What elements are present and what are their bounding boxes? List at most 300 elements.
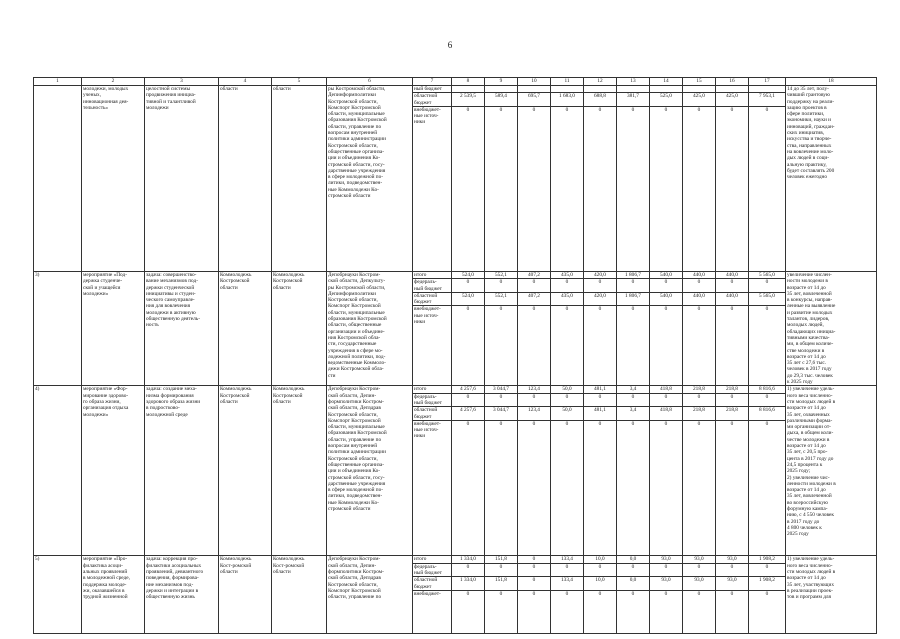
activity-task-line: общественную жизнь [146,594,195,601]
expected-result-line: возрасте от 14 до [787,443,826,450]
value [617,86,649,93]
funding-source-line: ники [414,119,426,126]
value: 0 [631,306,635,313]
activity-task-line: филактики асоциальных [146,562,202,569]
page-number: 6 [447,40,453,50]
funding-source [413,386,452,556]
value-cell [650,386,683,556]
value-spacer [618,319,648,325]
value-cell [749,272,786,386]
coordinating-agency [272,386,327,556]
value-cell [617,272,650,386]
participants-line: Костромской области, [328,297,378,304]
activity-task-line: задача: создание меха- [146,386,197,393]
expected-result-line: 35 лет, вовлеченной [787,493,832,500]
expected-result-line: возрасте от 14 до [787,575,826,582]
value: 0 [631,420,635,427]
activity-task-line: молодежи [146,104,169,111]
value-spacer [651,319,681,325]
value: 425,0 [726,93,738,100]
value: 2 539,5 [460,93,476,100]
value-spacer [618,119,648,125]
expected-result [786,272,877,386]
column-number-3: 3 [145,78,219,86]
value-spacer [651,433,681,439]
activity-task-line: держки и интеграции в [146,587,199,594]
activity-name-line: мероприятие «Под- [83,272,128,278]
value: 0 [765,106,769,113]
value [650,86,682,93]
expected-result-line: 4 800 человек к [787,524,822,531]
value: 1 806,7 [617,272,649,279]
value-spacer [683,100,715,107]
value: 0 [765,279,769,286]
value-spacer [716,100,748,107]
expected-result-line: во всероссийскую [787,499,828,506]
value: 8 816,6 [759,407,775,414]
expected-result-line: 2) увеличение чис- [787,474,830,481]
expected-result-line: возрасте от 14 до [787,284,826,291]
expected-result-line: дыха, в общем коли- [787,430,834,437]
value-spacer [518,286,550,293]
responsible-agency-line: области [220,568,238,575]
coordinating-agency-line: области [273,568,291,575]
value-spacer [716,299,748,306]
funding-source-line: ники [414,319,426,326]
expected-result-line: зацию проектов в [787,104,827,111]
value: 540,0 [650,272,682,279]
activity-name [82,86,145,272]
participants-line: ской области, Депин- [328,562,377,569]
value-spacer [716,286,748,293]
participants-line: сти, государственные [328,341,377,348]
value: 0 [631,393,635,400]
participants-line: дежи Костромской обла- [328,366,384,373]
expected-result-line: альную практику, [787,161,827,168]
participants-line: стромской области, госу- [328,474,385,481]
value: 218,8 [683,386,715,393]
value: 440,0 [716,272,748,279]
value: 0 [697,306,701,313]
value: 0 [565,563,569,570]
value-cell [551,272,584,386]
participants-line: вопросам внутренней [328,130,378,137]
coordinating-agency-line: Кост-ромской [273,562,305,569]
value: 0 [697,590,701,597]
value: 0 [598,563,602,570]
value: 0 [730,393,734,400]
value: 0 [697,106,701,113]
value: 0 [631,563,635,570]
responsible-agency [219,556,272,634]
value-spacer [749,299,785,306]
value-cell [683,556,716,634]
value: 0 [664,420,668,427]
value-spacer [584,584,616,591]
expected-result-line: дых людей в соци- [787,155,830,162]
value: 0 [598,306,602,313]
value-spacer [617,584,649,591]
value: 0 [466,306,470,313]
expected-result [786,86,877,272]
value: 0 [697,393,701,400]
participants-line: стромской области [328,505,371,512]
value-spacer [750,319,784,325]
column-number-1: 1 [34,78,82,86]
value: 3 044,7 [485,386,517,393]
participants-line: политики администрации [328,449,386,456]
column-number-15: 15 [683,78,716,86]
participants-line: лодежной политики, под- [328,353,386,360]
table-body [34,78,877,634]
value: 481,1 [584,386,616,393]
value: 93,0 [683,556,715,563]
value-spacer [453,319,483,325]
value-spacer [749,570,785,577]
value: 552,1 [485,272,517,279]
expected-result-line: будет составлять 200 [787,167,835,174]
activity-name-line: молодежи» [83,290,109,297]
value-spacer [519,433,549,439]
value-spacer [683,570,715,577]
activity-name-line: держка студенче- [83,278,123,285]
value-spacer [617,100,649,107]
expected-result-line: увеличение числен- [787,272,832,278]
funding-source-line: бюджет [413,299,451,306]
value-spacer [585,433,615,439]
expected-result-line: искусства и творче- [787,136,832,143]
activity-task-line: целостной системы [146,86,191,92]
value-spacer [618,433,648,439]
value-spacer [716,414,748,421]
value: 0 [532,106,536,113]
value-cell [716,556,749,634]
funding-source-line: бюджет [413,414,451,421]
column-number-4: 4 [219,78,272,86]
value: 418,8 [660,407,672,414]
value-cell [452,386,485,556]
value [683,86,715,93]
value: 93,0 [716,556,748,563]
value-cell [518,556,551,634]
coordinating-agency [272,556,327,634]
value: 0 [598,590,602,597]
value: 133,4 [561,577,573,584]
value-cell [683,272,716,386]
value-spacer [518,299,550,306]
expected-result-line: форумную кампа- [787,505,828,512]
participants-line: Комспорт Костромской [328,104,381,111]
activity-task-line: ние механизмов под- [146,581,194,588]
value: 0 [532,420,536,427]
activity-task-line: инициативы и студен- [146,290,196,297]
value-cell [485,556,518,634]
value-cell [650,556,683,634]
participants-line: области, управление по [328,594,382,601]
table-row [34,556,877,634]
value: 0 [664,306,668,313]
activity-task-line: продвижения инициа- [146,92,196,99]
responsible-agency-line: Костромской [220,392,250,399]
column-number-14: 14 [650,78,683,86]
activity-task-line: молодежи в активную [146,309,196,316]
activity-name-line: поддержка молоде- [83,581,127,588]
participants-line: в сфере молодежной по- [328,174,384,181]
value: 0 [765,306,769,313]
value-cell [716,86,749,272]
value-spacer [617,286,649,293]
participants-line: ные Коммолодежи Ко- [328,499,379,506]
participants-line: Костромской области, [328,581,378,588]
participants-line: области, муниципальные [328,111,385,118]
value: 0 [532,393,536,400]
value [452,86,484,93]
value-cell [485,272,518,386]
funding-source [413,86,452,272]
value-spacer [551,286,583,293]
responsible-agency-line: области [220,86,238,92]
value: 4 257,6 [452,386,484,393]
value: 0 [532,279,536,286]
activity-task-line: тивной и талантливой [146,98,196,105]
activity-task [145,86,219,272]
value: 440,0 [683,272,715,279]
value-spacer [584,570,616,577]
value-spacer [453,119,483,125]
value-spacer [485,400,517,407]
value-spacer [518,584,550,591]
participants-line: Комспорт Костромской [328,303,381,310]
funding-source-line: бюджет [413,100,451,107]
value-spacer [750,433,784,439]
expected-result-line: экономики, науки и [787,117,831,124]
activity-name-line: альных проявлений [83,568,128,575]
value: 0 [565,420,569,427]
value-spacer [452,286,484,293]
expected-result-line: 14 до 35 лет, полу- [787,86,829,92]
participants-line: образования Костромской [328,316,387,323]
activity-name-line: трудной жизненной [83,594,128,601]
participants-line: вопросам внутренней [328,443,378,450]
coordinating-agency-line: области [273,398,291,405]
responsible-agency-line: Кост-ромской [220,562,252,569]
program-activities-table [33,77,877,634]
participants-line: литики, подведомствен- [328,180,383,187]
value-spacer [485,414,517,421]
value-spacer [485,584,517,591]
activity-task-line: ния для вовлечения [146,303,191,310]
funding-source-line: федераль- [414,279,437,286]
participants-line: ции и объединения Ко- [328,155,381,162]
expected-result-line: чивший грантовую [787,92,830,99]
value-cell [650,272,683,386]
value [551,86,583,93]
activity-task-line: общественную деятель- [146,316,200,323]
value [749,86,785,93]
participants [327,272,413,386]
participants-line: области, управление по [328,436,382,443]
coordinating-agency-line: Костромской [273,278,303,285]
row-number: 4) [34,386,82,556]
funding-source-line: итого [413,272,451,279]
value-spacer [684,433,714,439]
value-cell [683,386,716,556]
value: 0 [697,563,701,570]
column-number-row [34,78,877,86]
value-spacer [452,400,484,407]
value-spacer [617,570,649,577]
value: 3,4 [629,407,637,414]
expected-result-line: 35 лет, участвующих [787,581,834,588]
value-spacer [749,414,785,421]
expected-result-line: различными форма- [787,417,833,424]
participants-line: дарственные учреждения [328,167,386,174]
value-spacer [519,119,549,125]
participants-line: формполитики Костром- [328,398,384,405]
expected-result-line: стве молодежи в [787,347,825,354]
value-spacer [485,299,517,306]
value-spacer [584,100,616,107]
expected-result-line: сти молодых людей в [787,398,836,405]
expected-result-line: цента в 2017 году до [787,455,834,462]
participants-line: области, управление по [328,123,382,130]
value: 0 [532,563,536,570]
funding-source-line: итого [413,386,451,393]
expected-result-line: ства, направленных [787,142,832,149]
value-cell [716,386,749,556]
value: 0,0 [629,577,637,584]
value: 1 908,2 [759,577,775,584]
funding-source-line: ные источ- [414,113,439,120]
activity-name [82,272,145,386]
column-number-18: 18 [786,78,877,86]
value: 0 [466,590,470,597]
activity-name-line: мирование здорово- [83,392,129,399]
value-spacer [518,100,550,107]
value-spacer [552,119,582,125]
expected-result-line: сти молодых людей в [787,568,836,575]
participants-line: области, муниципальные [328,309,385,316]
value: 440,0 [726,292,738,299]
value: 0 [664,393,668,400]
value-spacer [486,119,516,125]
value: 440,0 [693,292,705,299]
row-number: 5) [34,556,82,634]
value: 0 [598,420,602,427]
activity-name-line: филактика асоци- [83,562,123,569]
funding-source-line: внебюджет- [414,420,441,427]
value: 0 [631,279,635,286]
expected-result-line: молодых людей, [787,322,824,329]
expected-result-line: в 2017 году до [787,518,820,525]
activity-name-line: го образа жизни, [83,398,121,405]
expected-result-line: 35 лет с 27,6 тыс. [787,360,827,367]
value-spacer [551,584,583,591]
value: 1 683,0 [559,93,575,100]
value-spacer [683,414,715,421]
participants-line: учреждения в сфере мо- [328,347,383,354]
value-spacer [651,119,681,125]
activity-name-line: тельность» [83,104,109,111]
value: 420,0 [594,292,606,299]
value: 0 [765,563,769,570]
participants-line: Депобрнауки Костром- [328,272,381,278]
value-spacer [518,414,550,421]
expected-result-line: инноваций, граждан- [787,123,835,130]
value-spacer [749,286,785,293]
expected-result-line: ми, в общем количе- [787,341,834,348]
value: 0 [499,306,503,313]
coordinating-agency-line: Коммолодежь [273,386,305,393]
value: 0 [664,279,668,286]
participants-line: организации и объедине- [328,328,385,335]
value: 381,7 [627,93,639,100]
value: 435,0 [561,292,573,299]
row-number: 3) [34,272,82,386]
responsible-agency-line: Коммолодежь [220,386,252,393]
responsible-agency-line: Коммолодежь [220,556,252,563]
funding-source-line: ники [414,433,426,440]
value: 0 [664,563,668,570]
value: 0 [565,106,569,113]
value [485,86,517,93]
table-row [34,272,877,386]
participants-line: стромской области [328,193,371,200]
expected-result-line: ленные на выявление [787,303,836,310]
value-spacer [717,119,747,125]
expected-result-line: ми организации от- [787,424,831,431]
expected-result-line: 35 лет, охваченных [787,411,830,418]
expected-result-line: 2025 году [787,531,809,538]
participants [327,86,413,272]
participants-line: Костромской области, [328,411,378,418]
value: 5 565,0 [759,292,775,299]
expected-result-line: человек ежегодно [787,174,828,181]
column-number-16: 16 [716,78,749,86]
value-spacer [551,570,583,577]
value-spacer [716,570,748,577]
participants [327,556,413,634]
value: 524,0 [452,272,484,279]
value-spacer [683,584,715,591]
column-number-7: 7 [413,78,452,86]
funding-source-line: внебюджет- [414,590,441,597]
funding-source-line: внебюджет- [414,106,441,113]
participants-line: ской области, Депин- [328,392,377,399]
value: 4 257,6 [460,407,476,414]
responsible-agency-line: области [220,398,238,405]
participants-line: Костромской области, [328,142,378,149]
table-row [34,386,877,556]
value: 0,0 [617,556,649,563]
value-spacer [749,100,785,107]
column-number-13: 13 [617,78,650,86]
activity-name [82,386,145,556]
expected-result-line: честве молодежи в [787,436,830,443]
expected-result-line: талантов, лидеров, [787,316,830,323]
value: 50,0 [551,386,583,393]
value-cell [749,86,786,272]
funding-source-line: ный бюджет [413,86,451,93]
value-cell [518,272,551,386]
value [716,86,748,93]
coordinating-agency-line: Коммолодежь [273,556,305,563]
expected-result-line: возрасте от 14 до [787,353,826,360]
activity-task-line: держки студенческой [146,284,195,291]
activity-task-line: здорового образа жизни [146,398,201,405]
participants-line: Депобрнауки Костром- [328,556,381,563]
activity-task-line: ность [146,322,159,329]
